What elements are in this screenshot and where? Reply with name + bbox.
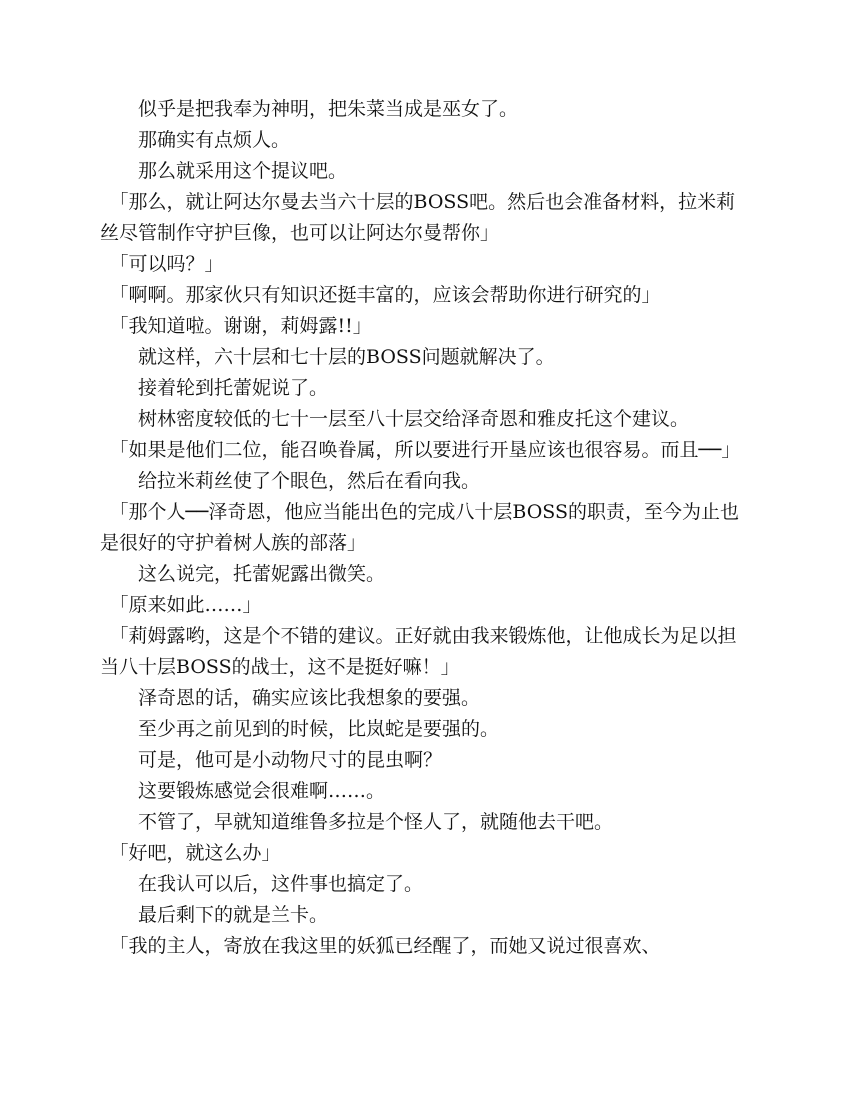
paragraph: 给拉米莉丝使了个眼色，然后在看向我。 [100,470,481,492]
paragraph: 就这样，六十层和七十层的BOSS问题就解决了。 [100,346,555,368]
paragraph: 似乎是把我奉为神明，把朱菜当成是巫女了。 [100,98,519,120]
paragraph: 至少再之前见到的时候，比岚蛇是要强的。 [100,718,500,740]
paragraph: 泽奇恩的话，确实应该比我想象的要强。 [100,687,481,709]
paragraph: 「那个人──泽奇恩，他应当能出色的完成八十层BOSS的职责，至今为止也是很好的守护着树人族的部落」 [100,501,739,554]
paragraph: 不管了，早就知道维鲁多拉是个怪人了，就随他去干吧。 [100,811,614,833]
paragraph: 「我的主人，寄放在我这里的妖狐已经醒了，而她又说过很喜欢、 [100,935,661,957]
text-body [100,94,750,962]
paragraph: 树林密度较低的七十一层至八十层交给泽奇恩和雅皮托这个建议。 [100,408,690,430]
paragraph: 可是，他可是小动物尺寸的昆虫啊？ [100,749,443,771]
paragraph: 最后剩下的就是兰卡。 [100,904,329,926]
paragraph: 「莉姆露哟，这是个不错的建议。正好就由我来锻炼他，让他成长为足以担当八十层BOSS的战士，这不是挺好嘛！」 [100,625,737,678]
paragraph: 「那么，就让阿达尔曼去当六十层的BOSS吧。然后也会准备材料，拉米莉丝尽管制作守护巨像，也可以让阿达尔曼帮你」 [100,191,736,244]
paragraph: 「我知道啦。谢谢，莉姆露!!」 [100,315,372,337]
paragraph: 接着轮到托蕾妮说了。 [100,377,329,399]
paragraph: 那确实有点烦人。 [100,129,291,151]
paragraph: 这么说完，托蕾妮露出微笑。 [100,563,386,585]
paragraph: 「原来如此……」 [100,594,262,616]
paragraph: 「啊啊。那家伙只有知识还挺丰富的，应该会帮助你进行研究的」 [100,284,661,306]
paragraph: 这要锻炼感觉会很难啊……。 [100,780,386,802]
paragraph: 在我认可以后，这件事也搞定了。 [100,873,424,895]
paragraph: 「如果是他们二位，能召唤眷属，所以要进行开垦应该也很容易。而且──」 [100,439,741,461]
paragraph: 「好吧，就这么办」 [100,842,281,864]
paragraph: 「可以吗？」 [100,253,224,275]
paragraph: 那么就采用这个提议吧。 [100,160,348,182]
